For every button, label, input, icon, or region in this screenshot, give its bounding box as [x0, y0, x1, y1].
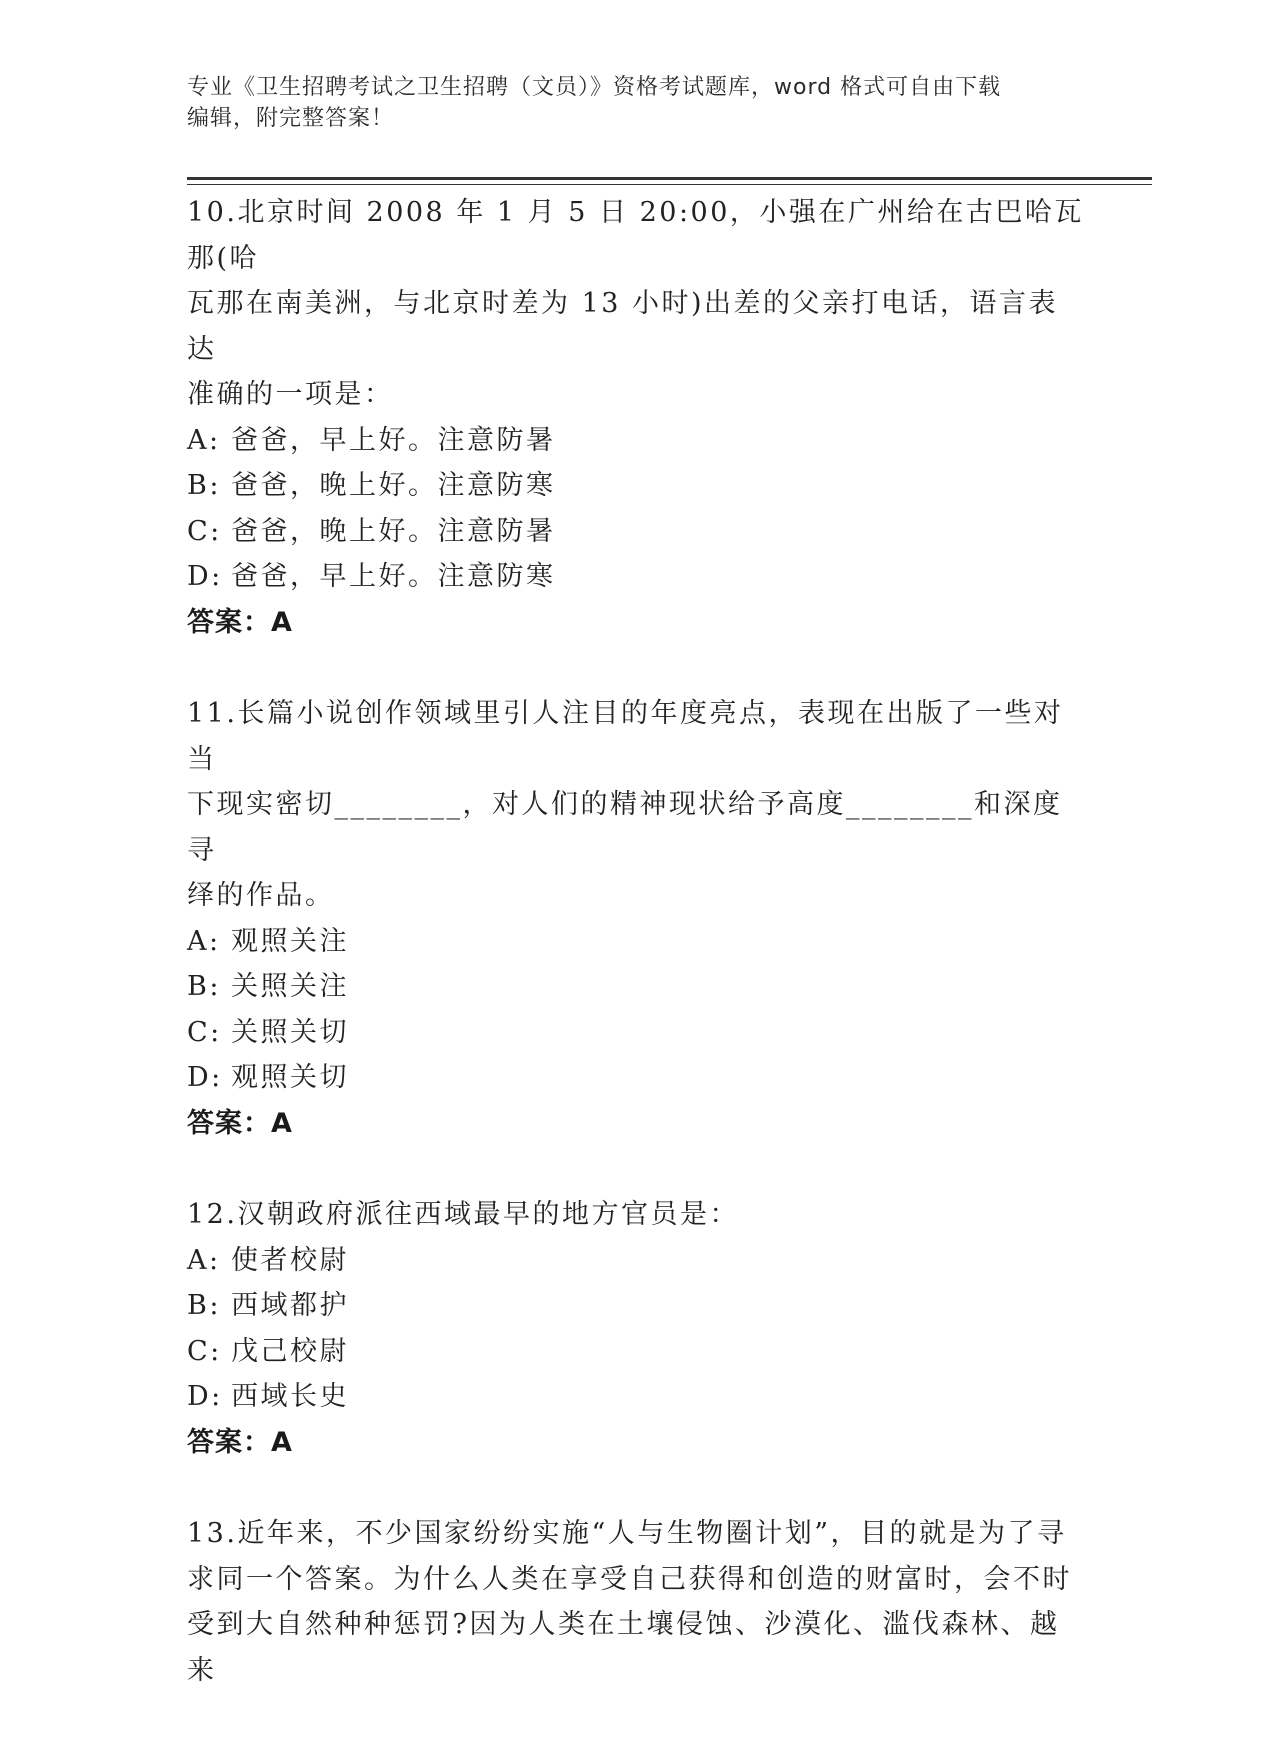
- option-d: [187, 1374, 1087, 1420]
- option-letter: C:: [187, 1016, 222, 1048]
- option-c: [187, 509, 1087, 555]
- question-line: 受到大自然种种惩罚?因为人类在土壤侵蚀、沙漠化、滥伐森林、越来: [187, 1609, 1060, 1686]
- option-text: 爸爸，早上好。注意防暑: [231, 424, 556, 456]
- question-list: [187, 190, 1087, 1739]
- option-letter: A:: [187, 925, 221, 957]
- question-12: [187, 1192, 1087, 1465]
- answer-line: 答案：A: [187, 1426, 293, 1458]
- option-letter: B:: [187, 470, 221, 501]
- option-letter: C:: [187, 1335, 222, 1367]
- question-line: 下现实密切________，对人们的精神现状给予高度________和深度寻: [187, 789, 1063, 866]
- header-rule-thick: [187, 177, 1152, 180]
- question-line: 12.汉朝政府派往西域最早的地方官员是：: [187, 1199, 739, 1230]
- option-text: 西域长史: [231, 1381, 349, 1412]
- option-a: [187, 418, 1087, 464]
- option-b: [187, 1283, 1087, 1329]
- option-text: 爸爸，晚上好。注意防暑: [231, 515, 556, 547]
- option-text: 西域都护: [231, 1290, 349, 1321]
- option-letter: D:: [187, 1062, 223, 1093]
- option-text: 关照关切: [231, 1016, 349, 1048]
- option-letter: D:: [187, 561, 223, 592]
- question-line: 10.北京时间 2008 年 1 月 5 日 20:00，小强在广州给在古巴哈瓦那(哈: [187, 197, 1084, 274]
- option-a: [187, 919, 1087, 965]
- header-rule-thin: [187, 184, 1152, 185]
- option-letter: B:: [187, 1290, 221, 1321]
- question-line: 求同一个答案。为什么人类在享受自己获得和创造的财富时，会不时: [187, 1563, 1072, 1595]
- option-c: [187, 1329, 1087, 1375]
- option-text: 爸爸，晚上好。注意防寒: [231, 470, 556, 501]
- option-text: 爸爸，早上好。注意防寒: [231, 561, 556, 592]
- option-letter: D:: [187, 1381, 223, 1412]
- question-13: [187, 1511, 1087, 1693]
- option-letter: A:: [187, 424, 221, 456]
- option-letter: C:: [187, 515, 222, 547]
- question-10: [187, 190, 1087, 645]
- option-c: [187, 1010, 1087, 1056]
- header-line-2: 编辑，附完整答案！: [187, 106, 395, 131]
- question-line: 11.长篇小说创作领域里引人注目的年度亮点，表现在出版了一些对当: [187, 698, 1064, 775]
- answer-line: 答案：A: [187, 606, 293, 638]
- option-text: 关照关注: [231, 971, 349, 1002]
- option-text: 使者校尉: [231, 1244, 349, 1276]
- header-line-1: 专业《卫生招聘考试之卫生招聘（文员）》资格考试题库，word 格式可自由下载: [187, 75, 1002, 100]
- option-a: [187, 1238, 1087, 1284]
- question-line: 准确的一项是：: [187, 379, 394, 410]
- option-text: 观照关切: [231, 1062, 349, 1093]
- option-d: [187, 1055, 1087, 1101]
- option-b: [187, 964, 1087, 1010]
- option-letter: A:: [187, 1244, 221, 1276]
- option-letter: B:: [187, 971, 221, 1002]
- question-11: [187, 691, 1087, 1146]
- question-line: 13.近年来，不少国家纷纷实施“人与生物圈计划”，目的就是为了寻: [187, 1518, 1067, 1549]
- document-header: [187, 72, 1087, 134]
- option-text: 观照关注: [231, 925, 349, 957]
- option-b: [187, 463, 1087, 509]
- question-line: 瓦那在南美洲，与北京时差为 13 小时)出差的父亲打电话，语言表达: [187, 288, 1059, 365]
- option-text: 戊己校尉: [231, 1335, 349, 1367]
- answer-line: 答案：A: [187, 1107, 293, 1139]
- option-d: [187, 554, 1087, 600]
- question-line: 绎的作品。: [187, 880, 335, 911]
